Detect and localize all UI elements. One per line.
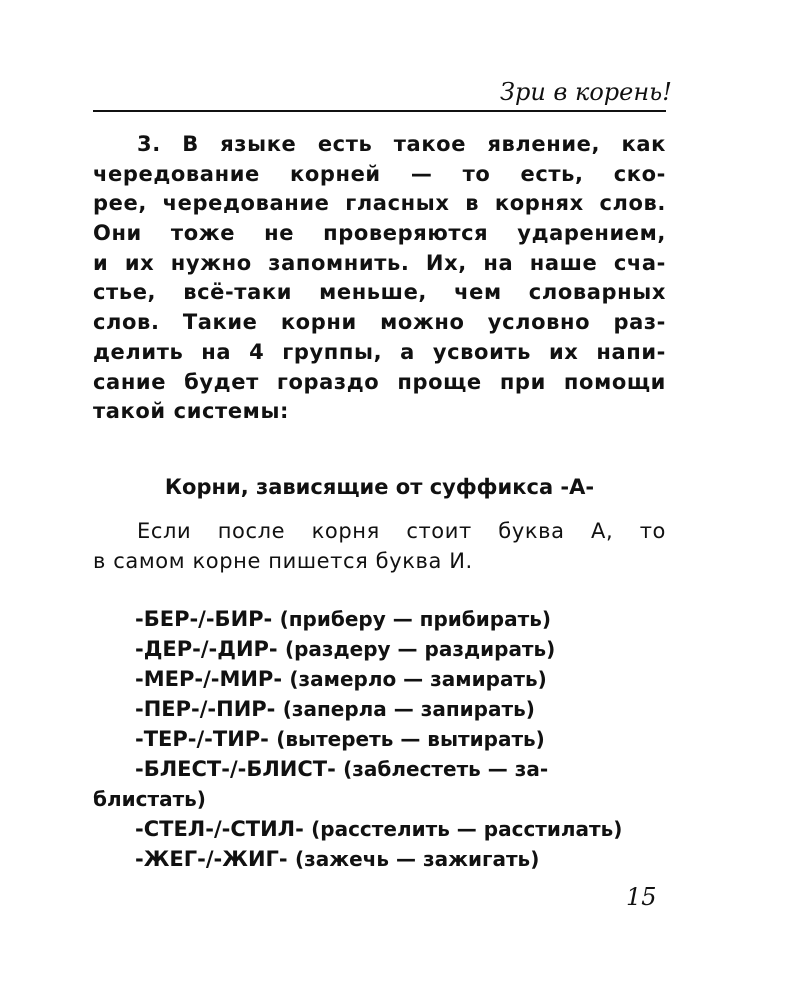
paragraph-line: чередование корней — то есть, ско- [93, 161, 666, 186]
paragraph-line: 3. В языке есть такое явление, как [137, 132, 666, 156]
paragraph-line: делить на 4 группы, а усвоить их напи- [93, 339, 666, 364]
root-pair: -ЖЕГ-/-ЖИГ- [135, 847, 295, 871]
intro-paragraph [93, 130, 666, 427]
example-words: (замерло — замирать) [289, 667, 547, 691]
root-pair-item [93, 754, 666, 784]
root-pair-item [93, 634, 666, 664]
root-pair: -БЕР-/-БИР- [135, 607, 280, 631]
root-pair: -МЕР-/-МИР- [135, 667, 290, 691]
example-words: (вытереть — вытирать) [276, 727, 545, 751]
example-words: (заблестеть — за- [343, 757, 549, 781]
root-pair-item [93, 664, 666, 694]
example-words: блистать) [93, 787, 206, 811]
example-words: (раздеру — раздирать) [284, 637, 556, 661]
root-pairs-list [93, 604, 666, 874]
section-heading: Корни, зависящие от суффикса -А- [164, 475, 595, 499]
root-pair: -БЛЕСТ-/-БЛИСТ- [135, 757, 344, 781]
paragraph-line: слов. Такие корни можно условно раз- [93, 310, 666, 335]
root-pair-item [93, 604, 666, 634]
example-words: (расстелить — расстилать) [311, 817, 623, 841]
root-pair-item [93, 844, 666, 874]
root-pair: -ТЕР-/-ТИР- [135, 727, 277, 751]
paragraph-line: в самом корне пишется буква И. [93, 548, 473, 573]
root-pair: -ПЕР-/-ПИР- [135, 697, 283, 721]
root-pair-item [93, 694, 666, 724]
root-pair: -ДЕР-/-ДИР- [135, 637, 285, 661]
paragraph-line: стье, всё-таки меньше, чем словарных [93, 280, 666, 305]
root-pair: -СТЕЛ-/-СТИЛ- [135, 817, 312, 841]
root-pair-item [93, 814, 666, 844]
example-words: (зажечь — зажигать) [294, 847, 540, 871]
root-pair-item [93, 724, 666, 754]
paragraph-line: Если после корня стоит буква А, то [137, 519, 666, 543]
paragraph-line: такой системы: [93, 399, 290, 424]
header-rule [93, 110, 666, 112]
paragraph-line: сание будет гораздо проще при помощи [93, 369, 666, 394]
running-head: Зри в корень! [500, 78, 672, 106]
paragraph-line: рее, чередование гласных в корнях слов. [93, 191, 666, 216]
paragraph-line: и их нужно запомнить. Их, на наше сча- [93, 250, 666, 275]
page-number: 15 [626, 883, 657, 911]
example-words: (приберу — прибирать) [279, 607, 551, 631]
paragraph-line: Они тоже не проверяются ударением, [93, 221, 666, 246]
rule-paragraph [93, 517, 666, 576]
root-pair-continuation [93, 784, 666, 814]
example-words: (заперла — запирать) [282, 697, 535, 721]
